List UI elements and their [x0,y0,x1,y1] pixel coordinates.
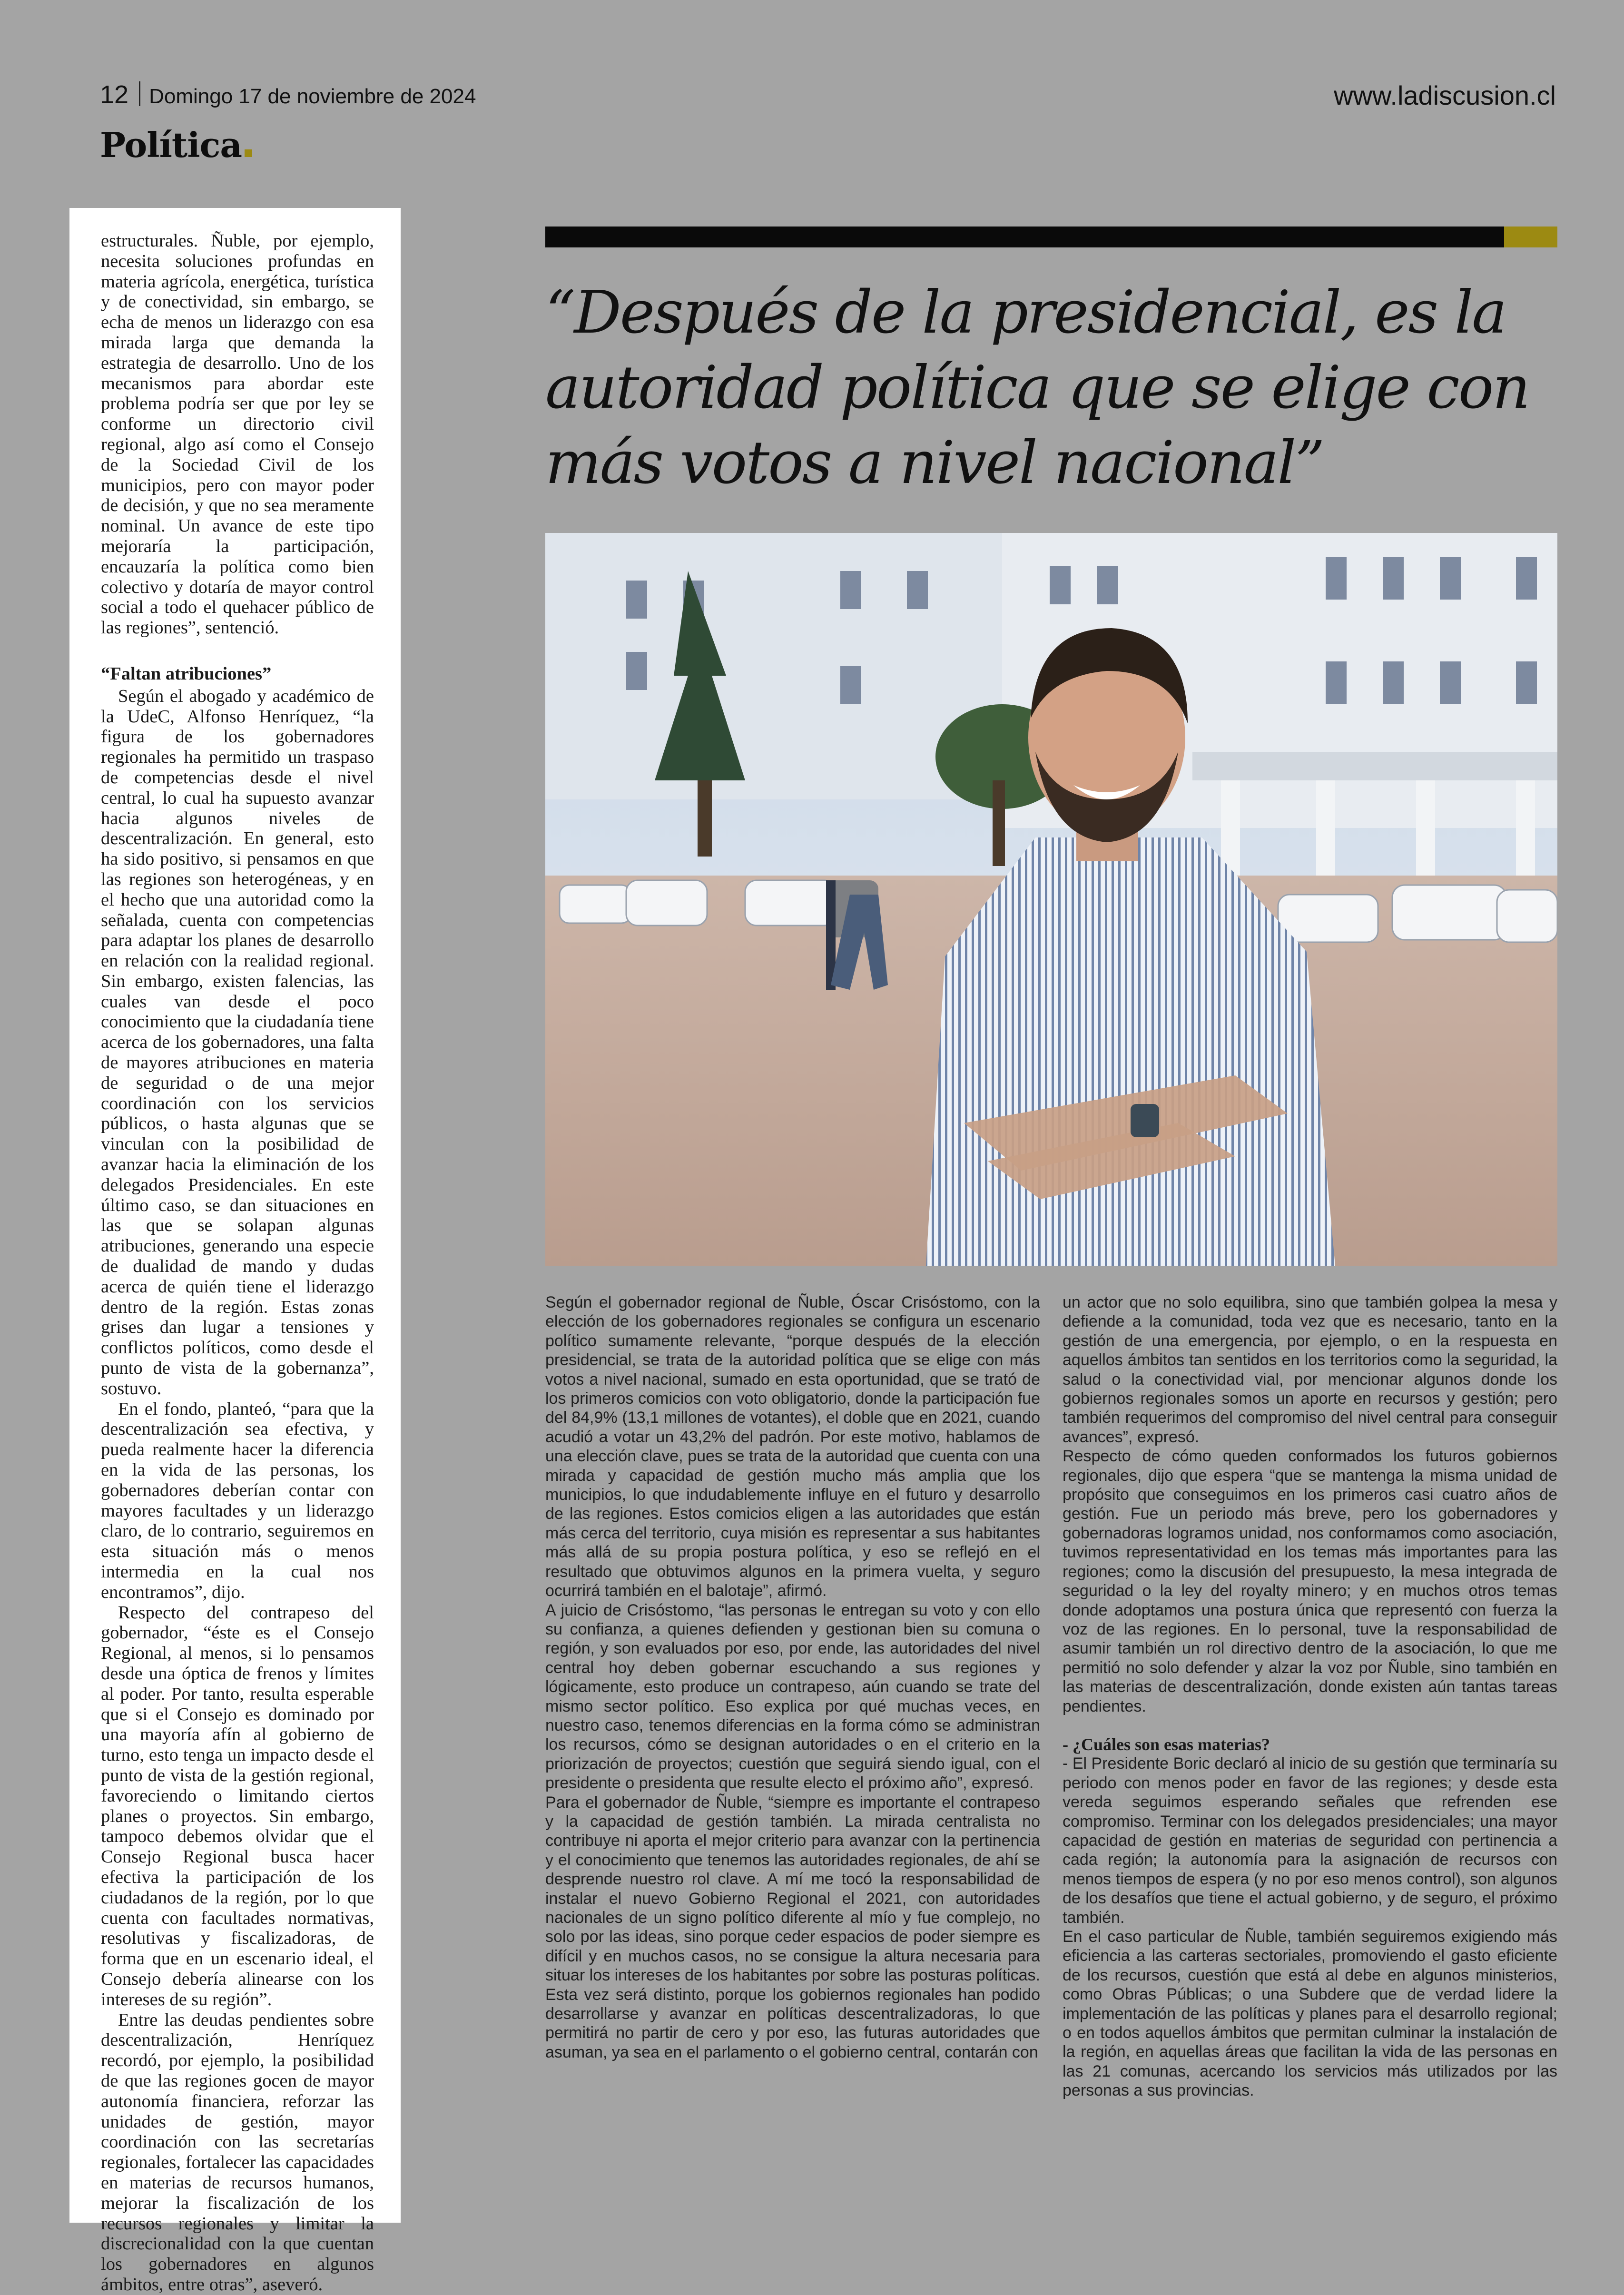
article-column-2 [1063,1293,1557,2100]
left-paragraph: estructurales. Ñuble, por ejemplo, necesita soluciones profundas en materia agrícola, energética, turística y de conectividad, sin embargo, se echa de menos un liderazgo con esa mirada larga que demanda la estrategia de desarrollo. Uno de los mecanismos para abordar este problema podría ser que por ley se conforme un directorio civil regional, algo así como el Consejo de la Sociedad Civil de los municipios, pero con mayor poder de decisión, y que no sea meramente nominal. Un avance de este tipo mejoraría la participación, encauzaría la política como bien colectivo y dotaría de mayor control social a todo el quehacer público de las regiones”, sentenció. [101,231,374,638]
article-subheading: - ¿Cuáles son esas materias? [1063,1734,1270,1754]
publication-date: Domingo 17 de noviembre de 2024 [149,85,476,108]
article-paragraph: Para el gobernador de Ñuble, “siempre es importante el contrapeso y la capacidad de gestión también. La mirada centralista no contribuye ni aporta el mejor criterio para avanzar con la pertinencia y el conocimiento que tenemos las autoridades regionales, de ahí se desprende nuestro rol clave. A mí me tocó la responsabilidad de instalar el nuevo Gobierno Regional el 2021, con autoridades nacionales de un signo político diferente al mío y fue complejo, no solo por las ideas, sino porque ceder espacios de poder siempre es difícil y en muchos casos, no se consigue la altura necesaria para situar los intereses de los habitantes por sobre las posturas políticas. Esta vez será distinto, porque los gobiernos regionales han podido desarrollarse y avanzar en políticas descentralizadoras, lo que permitirá no partir de cero y por eso, las futuras autoridades que asuman, ya sea en el parlamento o el gobierno central, contarán con [545,1793,1040,2061]
article-paragraph: - El Presidente Boric declaró al inicio de su gestión que terminaría su periodo con menos poder en favor de las regiones; y desde esta vereda seguimos esperando señales que refrenden ese compromiso. Terminar con los delegados presidenciales; una mayor capacidad de gestión en materias de seguridad con pertinencia a cada región; la autonomía para la asignación de recursos con menos tiempos de espera (y no por eso menos control), son algunos de los desafíos que tiene el actual gobierno, y de seguro, el próximo también. [1063,1754,1557,1927]
header-divider [139,81,140,106]
website-link[interactable]: www.ladiscusion.cl [1334,80,1556,110]
left-paragraph: Respecto del contrapeso del gobernador, “éste es el Consejo Regional, al menos, si lo pensamos desde una óptica de frenos y límites al poder. Por tanto, resulta esperable que si el Consejo es dominado por una mayoría afín al gobierno de turno, esto tenga un impacto desde el punto de vista de la gestión regional, favoreciendo o limitando ciertos planes o proyectos. Sin embargo, tampoco debemos olvidar que el Consejo Regional busca hacer efectiva la participación de los ciudadanos de la región, por lo que cuenta con facultades normativas, resolutivas y fiscalizadoras, de forma que en un escenario ideal, el Consejo debería alinearse con los intereses de su región”. [101,1602,374,2009]
headline: “Después de la presidencial, es la autoridad política que se elige con más votos a nivel nacional” [545,278,1529,497]
headline-rule [545,227,1504,247]
section-title [100,125,252,165]
article-column-1 [545,1293,1040,2062]
photo-icon [545,533,1557,1266]
left-paragraph: En el fondo, planteó, “para que la descentralización sea efectiva, y pueda realmente hacer la diferencia en la vida de las personas, los gobernadores deberían contar con mayores facultades y un liderazgo claro, de lo contrario, seguiremos en esta situación más o menos intermedia en la cual nos encontramos”, dijo. [101,1399,374,1602]
left-column [69,208,401,2295]
headline-rule-accent [1504,227,1557,247]
page-header-left [100,80,476,109]
left-subheading: “Faltan atribuciones” [101,663,272,684]
left-paragraph: Según el abogado y académico de la UdeC, Alfonso Henríquez, “la figura de los gobernadores regionales ha permitido un traspaso de competencias desde el nivel central, lo cual ha supuesto avanzar hacia algunos niveles de descentralización. En general, esto ha sido positivo, si pensamos en que las regiones son heterogéneas, y en el hecho que una autoridad como la señalada, cuenta con competencias para adaptar los planes de desarrollo en relación con la realidad regional. Sin embargo, existen falencias, las cuales van desde el poco conocimiento que la ciudadanía tiene acerca de los gobernadores, una falta de mayores atribuciones en materia de seguridad o de una mejor coordinación con los servicios públicos, o hasta algunas que se vinculan con la posibilidad de avanzar hacia la eliminación de los delegados Presidenciales. En este último caso, se dan situaciones en las que se solapan algunas atribuciones, generando una especie de dualidad de mando y dudas acerca de quién tiene el liderazgo dentro de la región. Estas zonas grises dan lugar a tensiones y conflictos políticos, como desde el punto de vista de la gobernanza”, sostuvo. [101,686,374,1399]
article-paragraph: En el caso particular de Ñuble, también seguiremos exigiendo más eficiencia a las carteras sectoriales, promoviendo el gasto eficiente de los recursos, cuestión que está al debe en algunos ministerios, como Obras Públicas; o una Subdere que de verdad lidere la implementación de las políticas y planes para el desarrollo regional; o en todos aquellos ámbitos que permitan culminar la instalación de la región, en aquellas áreas que facilitan la vida de las personas en las 21 comunas, acercando los servicios más utilizados por las personas a sus provincias. [1063,1928,1557,2100]
article-paragraph: un actor que no solo equilibra, sino que también golpea la mesa y defiende a la comunidad, toda vez que es necesario, tanto en la gestión de una emergencia, por ejemplo, o en la respuesta en aquellos ámbitos tan sentidos en los territorios como la seguridad, la salud o la conectividad vial, por mencionar algunos donde los gobiernos regionales somos un aporte en recursos y gestión; pero también requerimos del compromiso del nivel central para conseguir avances”, expresó. [1063,1293,1557,1446]
page-number: 12 [100,80,129,109]
article-paragraph: Respecto de cómo queden conformados los futuros gobiernos regionales, dijo que espera “que se mantenga la misma unidad de propósito que conseguimos en los primeros casi cuatro años de gestión. Fue un periodo más breve, pero los gobernadores y gobernadoras logramos unidad, nos conformamos como asociación, tuvimos representatividad en los temas más importantes para las regiones; como la discusión del presupuesto, la mesa integrada de seguridad o la ley del royalty minero; y en muchos otros temas donde adoptamos una postura única que representó con fuerza la voz de las regiones. En lo personal, tuve la responsabilidad de asumir también un rol directivo dentro de la asociación, lo que me permitió no solo defender y alzar la voz por Ñuble, sino también en las materias de descentralización, donde existen aún tantas tareas pendientes. [1063,1447,1557,1715]
section-dot-icon [245,149,252,157]
section-label: Política [100,125,242,165]
article-paragraph: A juicio de Crisóstomo, “las personas le entregan su voto y con ello su confianza, a quienes defienden y gestionan bien su comuna o región, y son evaluados por eso, por ende, las autoridades del nivel central hoy deben gobernar escuchando a sus regiones y lógicamente, esto produce un contrapeso, aún cuando se trate del mismo sector político. Eso explica por qué muchas veces, en nuestro caso, tenemos diferencias en la forma cómo se administran los recursos, cómo se designan autoridades o en el criterio en la priorización de proyectos; cuestión que seguirá siendo igual, con el presidente o presidenta que resulte electo el próximo año”, expresó. [545,1601,1040,1793]
article-paragraph: Según el gobernador regional de Ñuble, Óscar Crisóstomo, con la elección de los gobernadores regionales se configura un escenario político sumamente relevante, “porque después de la elección presidencial, se trata de la autoridad política que se elige con más votos a nivel nacional, sumado en esta oportunidad, que se trató de los primeros comicios con voto obligatorio, donde la participación fue del 84,9% (13,1 millones de votantes), el doble que en 2021, cuando acudió a votar un 43,2% del padrón. Por este motivo, hablamos de una elección clave, pues se trata de la autoridad que cuenta con una mirada y capacidad de gestión mucho más amplia que los municipios, lo que indudablemente influye en el futuro y desarrollo de las regiones. Estos comicios eligen a las autoridades que están más cerca del territorio, cuya misión es representar a sus habitantes más allá de su propia postura política, y eso se reflejó en el resultado que obtuvimos algunos en la primera vuelta, y seguro ocurrirá también en el balotaje”, afirmó. [545,1293,1040,1600]
left-paragraph: Entre las deudas pendientes sobre descentralización, Henríquez recordó, por ejemplo, la posibilidad de que las regiones gocen de mayor autonomía financiera, reforzar las unidades de gestión, mayor coordinación con las secretarías regionales, fortalecer las capacidades en materias de recursos humanos, mejorar la fiscalización de los recursos regionales y limitar la discrecionalidad con la que cuentan los gobernadores en algunos ámbitos, entre otras”, aseveró. [101,2009,374,2295]
